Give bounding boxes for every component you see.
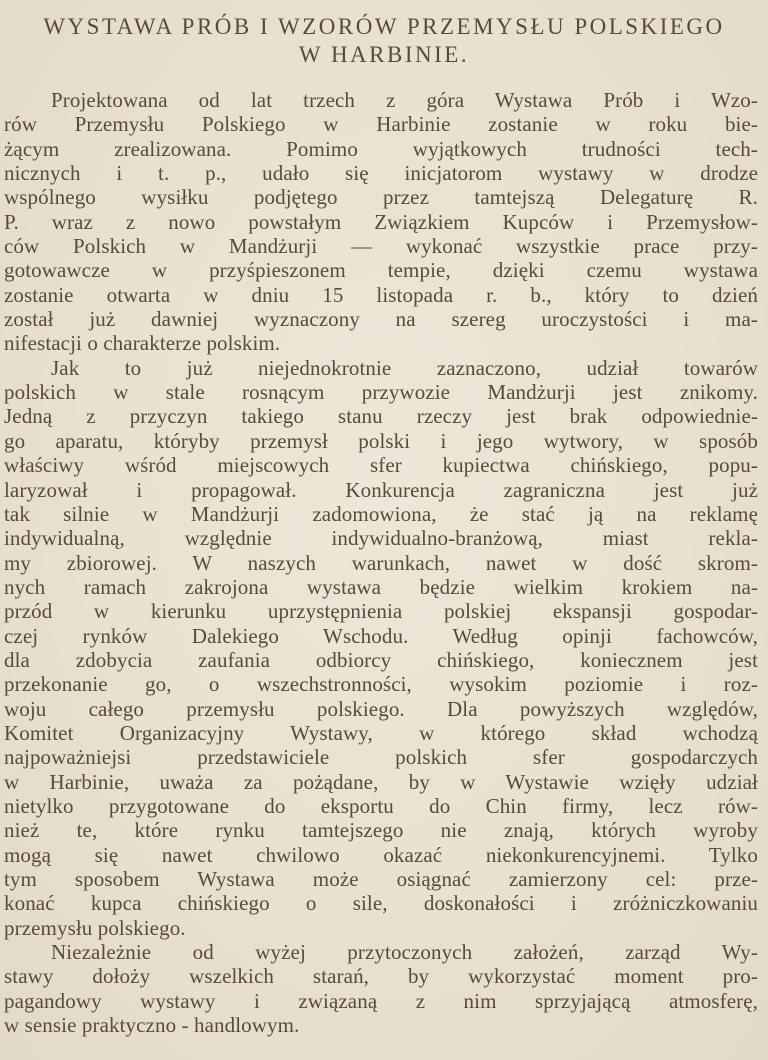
text-line: Jedną z przyczyn takiego stanu rzeczy jest brak odpowiednie- xyxy=(4,404,758,429)
text-line: go aparatu, któryby przemysł polski i jego wytwory, w sposób xyxy=(4,428,758,453)
text-line: przód w kierunku uprzystępnienia polskiej ekspansji gospodar- xyxy=(4,599,758,624)
text-line: my zbiorowej. W naszych warunkach, nawet w dość skrom- xyxy=(4,550,758,575)
paragraph xyxy=(4,940,758,1037)
text-line: został już dawniej wyznaczony na szereg uroczystości i ma- xyxy=(4,307,758,332)
text-line: Niezależnie od wyżej przytoczonych założeń, zarząd Wy- xyxy=(51,940,758,965)
text-line: w Harbinie, uważa za pożądane, by w Wystawie wzięły udział xyxy=(4,769,758,794)
text-line: polskich w stale rosnącym przywozie Mandżurji jest znikomy. xyxy=(4,380,758,405)
text-line: nicznych i t. p., udało się inicjatorom wystawy w drodze xyxy=(4,161,758,186)
text-line: tym sposobem Wystawa może osiągnać zamierzony cel: prze- xyxy=(4,867,758,891)
text-line: Projektowana od lat trzech z góra Wystawa Prób i Wzo- xyxy=(51,88,758,112)
text-line: mogą się nawet chwilowo okazać niekonkurencyjnemi. Tylko xyxy=(4,842,758,867)
text-line: przemysłu polskiego. xyxy=(4,915,186,940)
text-line: tak silnie w Mandżurji zadomowiona, że stać ją na reklamę xyxy=(4,501,758,526)
text-line: nifestacji o charakterze polskim. xyxy=(4,331,281,356)
title-line-2: W HARBINIE. xyxy=(298,42,470,67)
text-line: przekonanie go, o wszechstronności, wysokim poziomie i roz- xyxy=(4,672,758,697)
text-line: pagandowy wystawy i związaną z nim sprzyjającą atmosferę, xyxy=(4,988,758,1013)
text-line: nież te, które rynku tamtejszego nie znają, których wyroby xyxy=(4,818,758,843)
paragraph xyxy=(4,356,758,940)
text-line: laryzował i propagował. Konkurencja zagraniczna jest już xyxy=(4,477,758,502)
text-line: w sensie praktyczno - handlowym. xyxy=(4,1013,300,1038)
text-line: ców Polskich w Mandżurji — wykonać wszystkie prace przy- xyxy=(4,234,758,259)
text-line: nietylko przygotowane do eksportu do Chin firmy, lecz rów- xyxy=(4,793,758,818)
text-line: żącym zrealizowana. Pomimo wyjątkowych trudności tech- xyxy=(4,136,758,161)
text-line: rów Przemysłu Polskiego w Harbinie zostanie w roku bie- xyxy=(4,112,758,137)
title-line-1: WYSTAWA PRÓB I WZORÓW PRZEMYSŁU POLSKIEGO xyxy=(43,14,725,39)
text-line: Komitet Organizacyjny Wystawy, w którego skład wchodzą xyxy=(4,720,758,745)
text-line: gotowawcze w przyśpieszonem tempie, dzięki czemu wystawa xyxy=(4,258,758,283)
text-line: wspólnego wysiłku podjętego przez tamtejszą Delegaturę R. xyxy=(4,185,758,210)
text-line: Jak to już niejednokrotnie zaznaczono, udział towarów xyxy=(51,355,758,380)
text-line: czej rynków Dalekiego Wschodu. Według opinji fachowców, xyxy=(4,623,758,648)
paragraph xyxy=(4,88,758,356)
article-title xyxy=(0,13,768,69)
text-line: stawy dołoży wszelkich starań, by wykorzystać moment pro- xyxy=(4,964,758,989)
text-line: konać kupca chińskiego o sile, doskonałości i zróżniczkowaniu xyxy=(4,891,758,916)
text-line: nych ramach zakrojona wystawa będzie wielkim krokiem na- xyxy=(4,574,758,599)
text-line: właściwy wśród miejscowych sfer kupiectwa chińskiego, popu- xyxy=(4,453,758,478)
text-line: dla zdobycia zaufania odbiorcy chińskiego, koniecznem jest xyxy=(4,647,758,672)
article-body xyxy=(0,88,768,1037)
text-line: P. wraz z nowo powstałym Związkiem Kupców i Przemysłow- xyxy=(4,209,758,234)
text-line: zostanie otwarta w dniu 15 listopada r. b., który to dzień xyxy=(4,282,758,307)
text-line: woju całego przemysłu polskiego. Dla powyższych względów, xyxy=(4,696,758,721)
text-line: indywidualną, względnie indywidualno-branżową, miast rekla- xyxy=(4,526,758,551)
text-line: najpoważniejsi przedstawiciele polskich sfer gospodarczych xyxy=(4,745,758,770)
